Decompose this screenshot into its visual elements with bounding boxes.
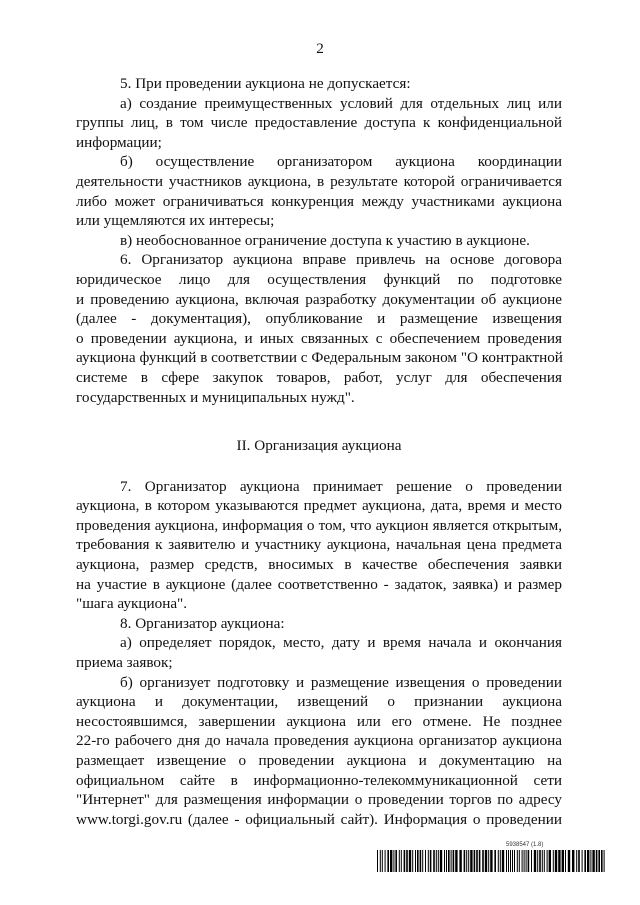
text-line: www.torgi.gov.ru (далее - официальный сайт). Информация о проведении [76, 810, 562, 828]
text-line: а) создание преимущественных условий для отдельных лиц или [120, 94, 562, 112]
text-line: 6. Организатор аукциона вправе привлечь на основе договора [120, 251, 562, 269]
text-line: или ущемляются их интересы; [76, 212, 275, 230]
text-line: "Интернет" для размещения информации о проведении торгов по адресу [76, 791, 562, 809]
text-line: в) необоснованное ограничение доступа к участию в аукционе. [120, 231, 530, 249]
text-line: несостоявшимся, завершении аукциона или его отмене. Не позднее [76, 712, 562, 730]
text-line: и проведению аукциона, включая разработку документации об аукционе [76, 290, 562, 308]
text-line: группы лиц, в том числе предоставление доступа к конфиденциальной [76, 114, 562, 132]
barcode-icon [377, 850, 605, 872]
text-line: размещает извещение о проведении аукциона и документацию на [76, 752, 562, 769]
text-line: 5. При проведении аукциона не допускается: [120, 75, 411, 92]
text-line: а) определяет порядок, место, дату и время начала и окончания [120, 634, 562, 652]
text-line: 22-го рабочего дня до начала проведения аукциона организатор аукциона [76, 732, 562, 750]
section-heading: II. Организация аукциона [236, 437, 402, 455]
text-line: либо может ограничиваться конкуренция между участниками аукциона [76, 192, 562, 210]
barcode-id: 5938547 (1.8) [506, 842, 544, 848]
text-line: приема заявок; [76, 654, 173, 672]
text-line: проведения аукциона, информация о том, что аукцион является открытым, [76, 516, 562, 534]
text-line: требования к заявителю и участнику аукциона, начальная цена предмета [76, 536, 562, 554]
text-line: о проведении аукциона, и иных связанных с обеспечением проведения [76, 329, 562, 347]
text-line: государственных и муниципальных нужд". [76, 388, 355, 406]
text-line: (далее - документация), опубликование и размещение извещения [76, 310, 562, 328]
text-line: аукциона и документации, извещений о признании аукциона [76, 693, 562, 711]
text-line: аукциона функций в соответствии с Федеральным законом "О контрактной [76, 349, 563, 367]
text-line: "шага аукциона". [76, 595, 188, 613]
section-paragraphs-2 [76, 477, 562, 830]
text-line: системе в сфере закупок товаров, работ, услуг для обеспечения [76, 368, 562, 386]
text-line: официальном сайте в информационно-телекоммуникационной сети [76, 771, 562, 789]
section-paragraphs-1 [76, 74, 562, 407]
text-line: б) осуществление организатором аукциона координации [120, 153, 562, 171]
document-body [76, 74, 562, 829]
text-line: 7. Организатор аукциона принимает решение о проведении [120, 477, 562, 495]
text-line: на участие в аукционе (далее соответственно - задаток, заявка) и размер [76, 575, 562, 593]
text-line: б) организует подготовку и размещение извещения о проведении [120, 673, 562, 691]
text-line: деятельности участников аукциона, в результате которой ограничивается [76, 172, 562, 190]
page-number: 2 [316, 40, 324, 57]
text-line: 8. Организатор аукциона: [120, 614, 285, 632]
text-line: аукциона, размер средств, вносимых в качестве обеспечения заявки [76, 556, 562, 574]
text-line: юридическое лицо для осуществления функций по подготовке [76, 270, 562, 288]
text-line: аукциона, в котором указываются предмет аукциона, дата, время и место [76, 497, 562, 515]
text-line: информации; [76, 133, 162, 151]
